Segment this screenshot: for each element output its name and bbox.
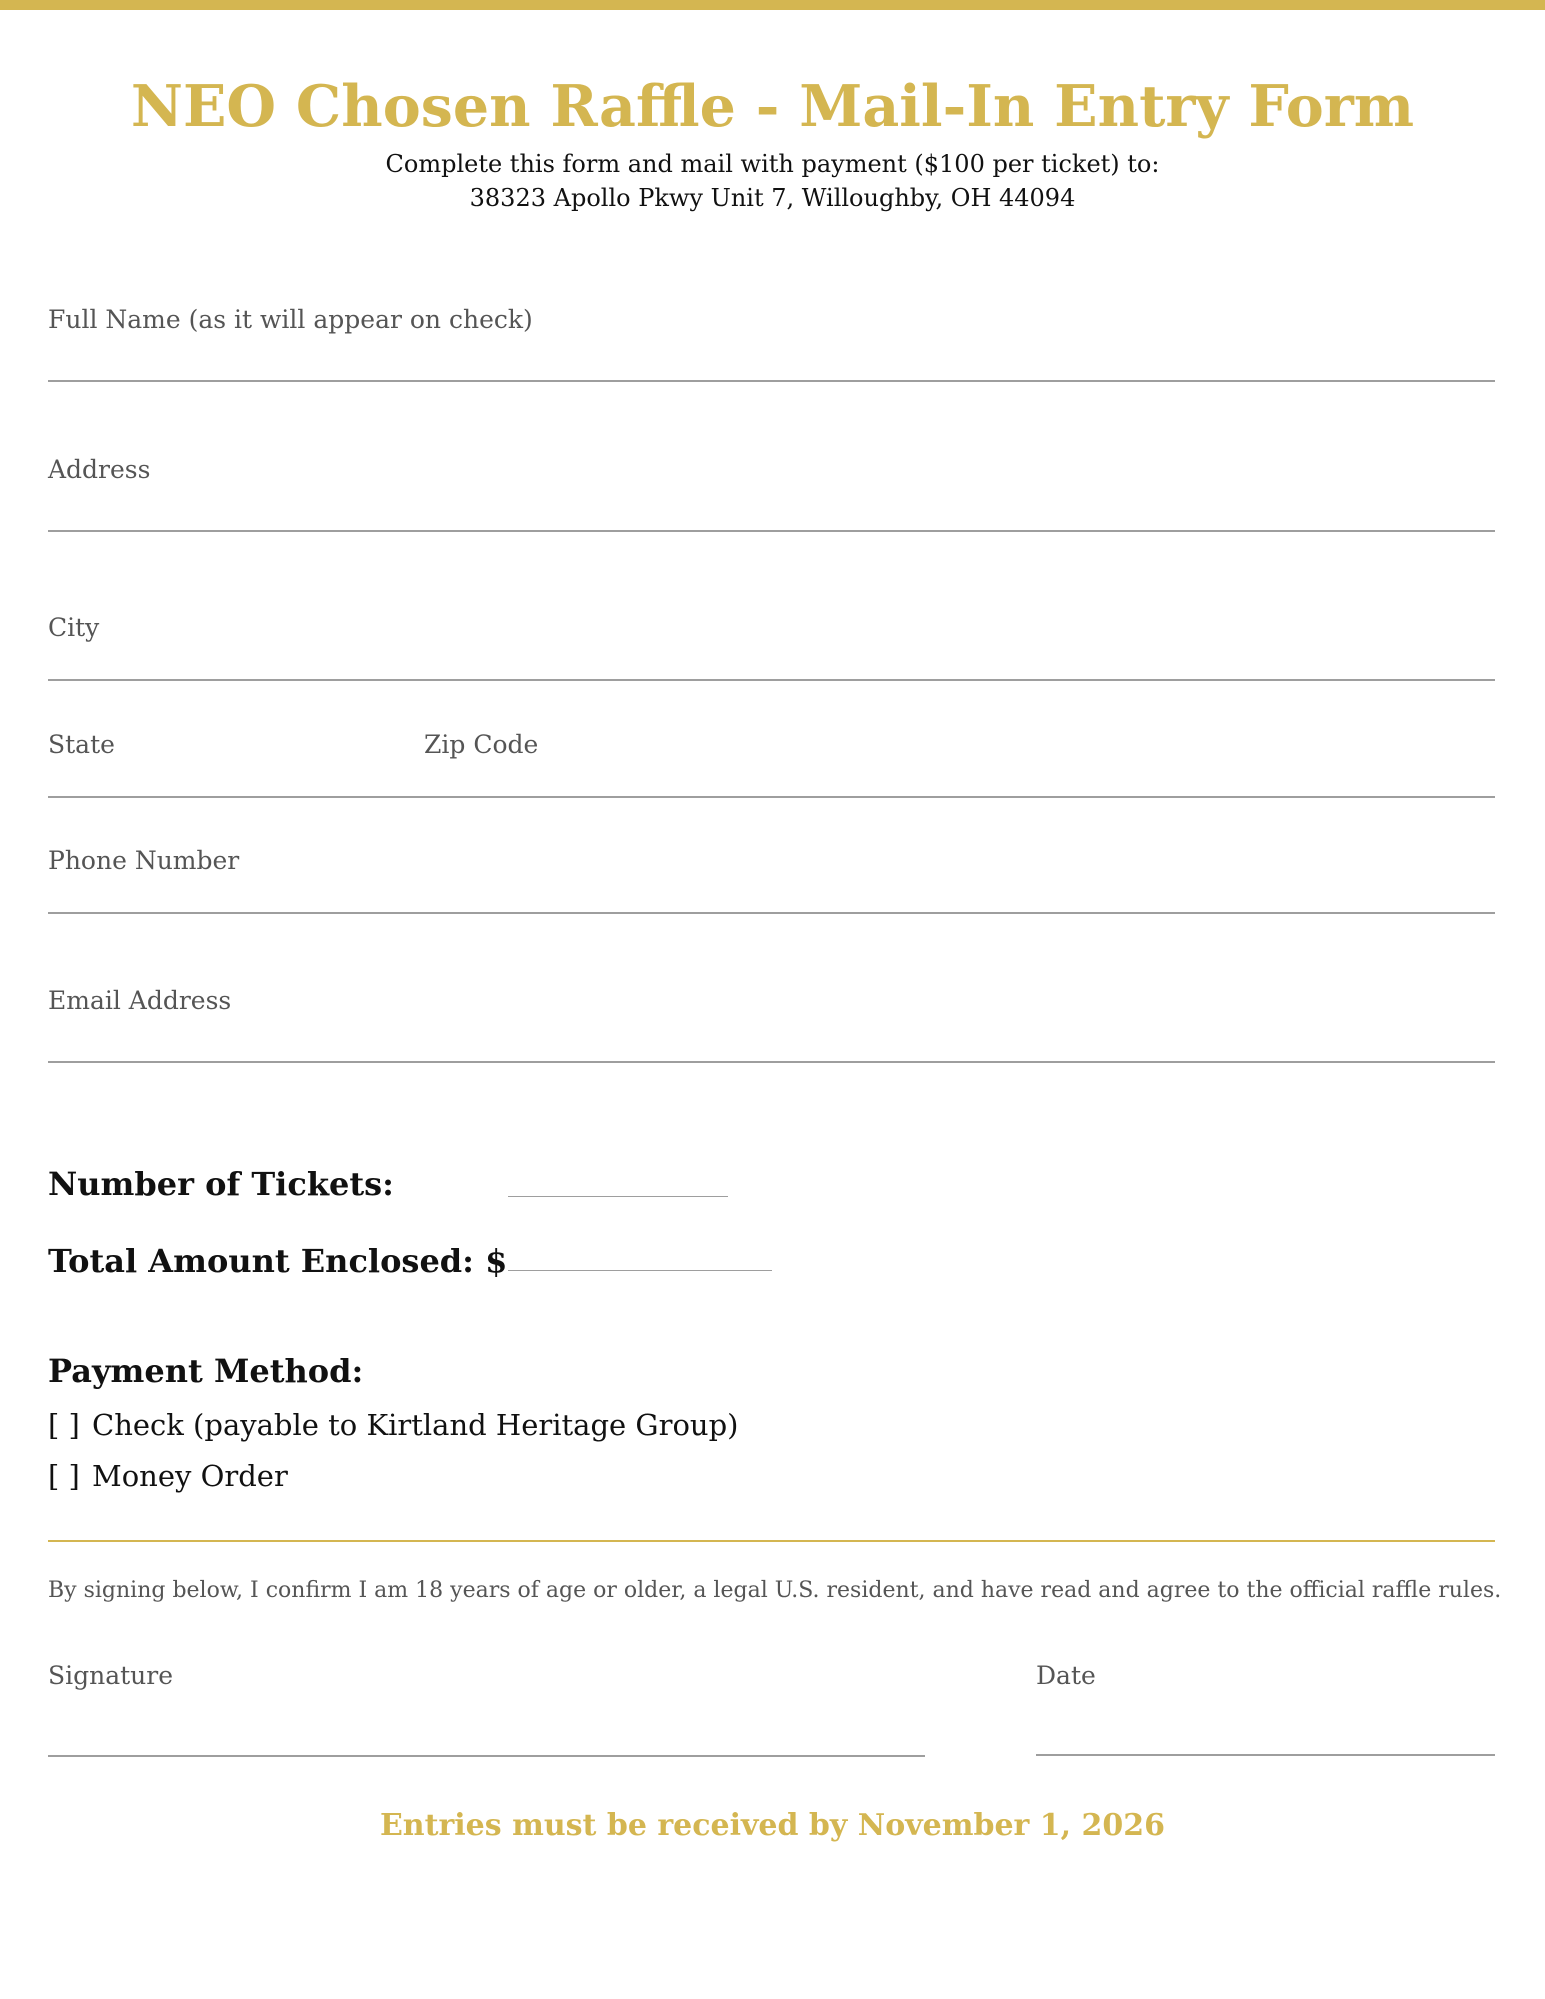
zip-code-label: Zip Code xyxy=(424,730,539,759)
city-field[interactable] xyxy=(48,679,1495,681)
submission-deadline: Entries must be received by November 1, 2026 xyxy=(379,1808,1166,1843)
checkbox-money-order[interactable]: [ ] xyxy=(48,1459,80,1493)
email-address-label: Email Address xyxy=(48,986,232,1015)
address-label: Address xyxy=(48,455,151,484)
payment-option-money-order-label: Money Order xyxy=(92,1459,288,1493)
signature-label: Signature xyxy=(48,1661,174,1690)
payment-method-heading: Payment Method: xyxy=(48,1352,364,1390)
mailing-instruction: Complete this form and mail with payment ($100 per ticket) to: xyxy=(385,150,1160,178)
payment-option-check-label: Check (payable to Kirtland Heritage Group) xyxy=(92,1408,739,1442)
page-title: NEO Chosen Raffle - Mail-In Entry Form xyxy=(130,73,1415,140)
mailing-address: 38323 Apollo Pkwy Unit 7, Willoughby, OH 44094 xyxy=(469,184,1076,212)
top-accent-bar xyxy=(0,0,1545,10)
email-address-field[interactable] xyxy=(48,1061,1495,1063)
payment-option-money-order[interactable] xyxy=(48,1458,288,1494)
phone-number-field[interactable] xyxy=(48,912,1495,914)
total-amount-label: Total Amount Enclosed: $ xyxy=(48,1242,508,1280)
state-zip-field[interactable] xyxy=(48,796,1495,798)
phone-number-label: Phone Number xyxy=(48,846,240,875)
checkbox-check[interactable]: [ ] xyxy=(48,1408,80,1442)
full-name-label: Full Name (as it will appear on check) xyxy=(48,305,533,334)
consent-statement: By signing below, I confirm I am 18 years of age or older, a legal U.S. resident, and have read and agree to the official raffle rules. xyxy=(48,1578,1502,1603)
state-label: State xyxy=(48,730,115,759)
number-of-tickets-label: Number of Tickets: xyxy=(48,1165,394,1203)
number-of-tickets-field[interactable] xyxy=(508,1196,728,1197)
date-field[interactable] xyxy=(1036,1754,1495,1756)
city-label: City xyxy=(48,613,100,642)
section-divider xyxy=(48,1540,1495,1542)
address-field[interactable] xyxy=(48,530,1495,532)
payment-option-check[interactable] xyxy=(48,1407,738,1443)
date-label: Date xyxy=(1036,1661,1096,1690)
signature-field[interactable] xyxy=(48,1755,925,1757)
full-name-field[interactable] xyxy=(48,380,1495,382)
total-amount-field[interactable] xyxy=(508,1270,772,1271)
